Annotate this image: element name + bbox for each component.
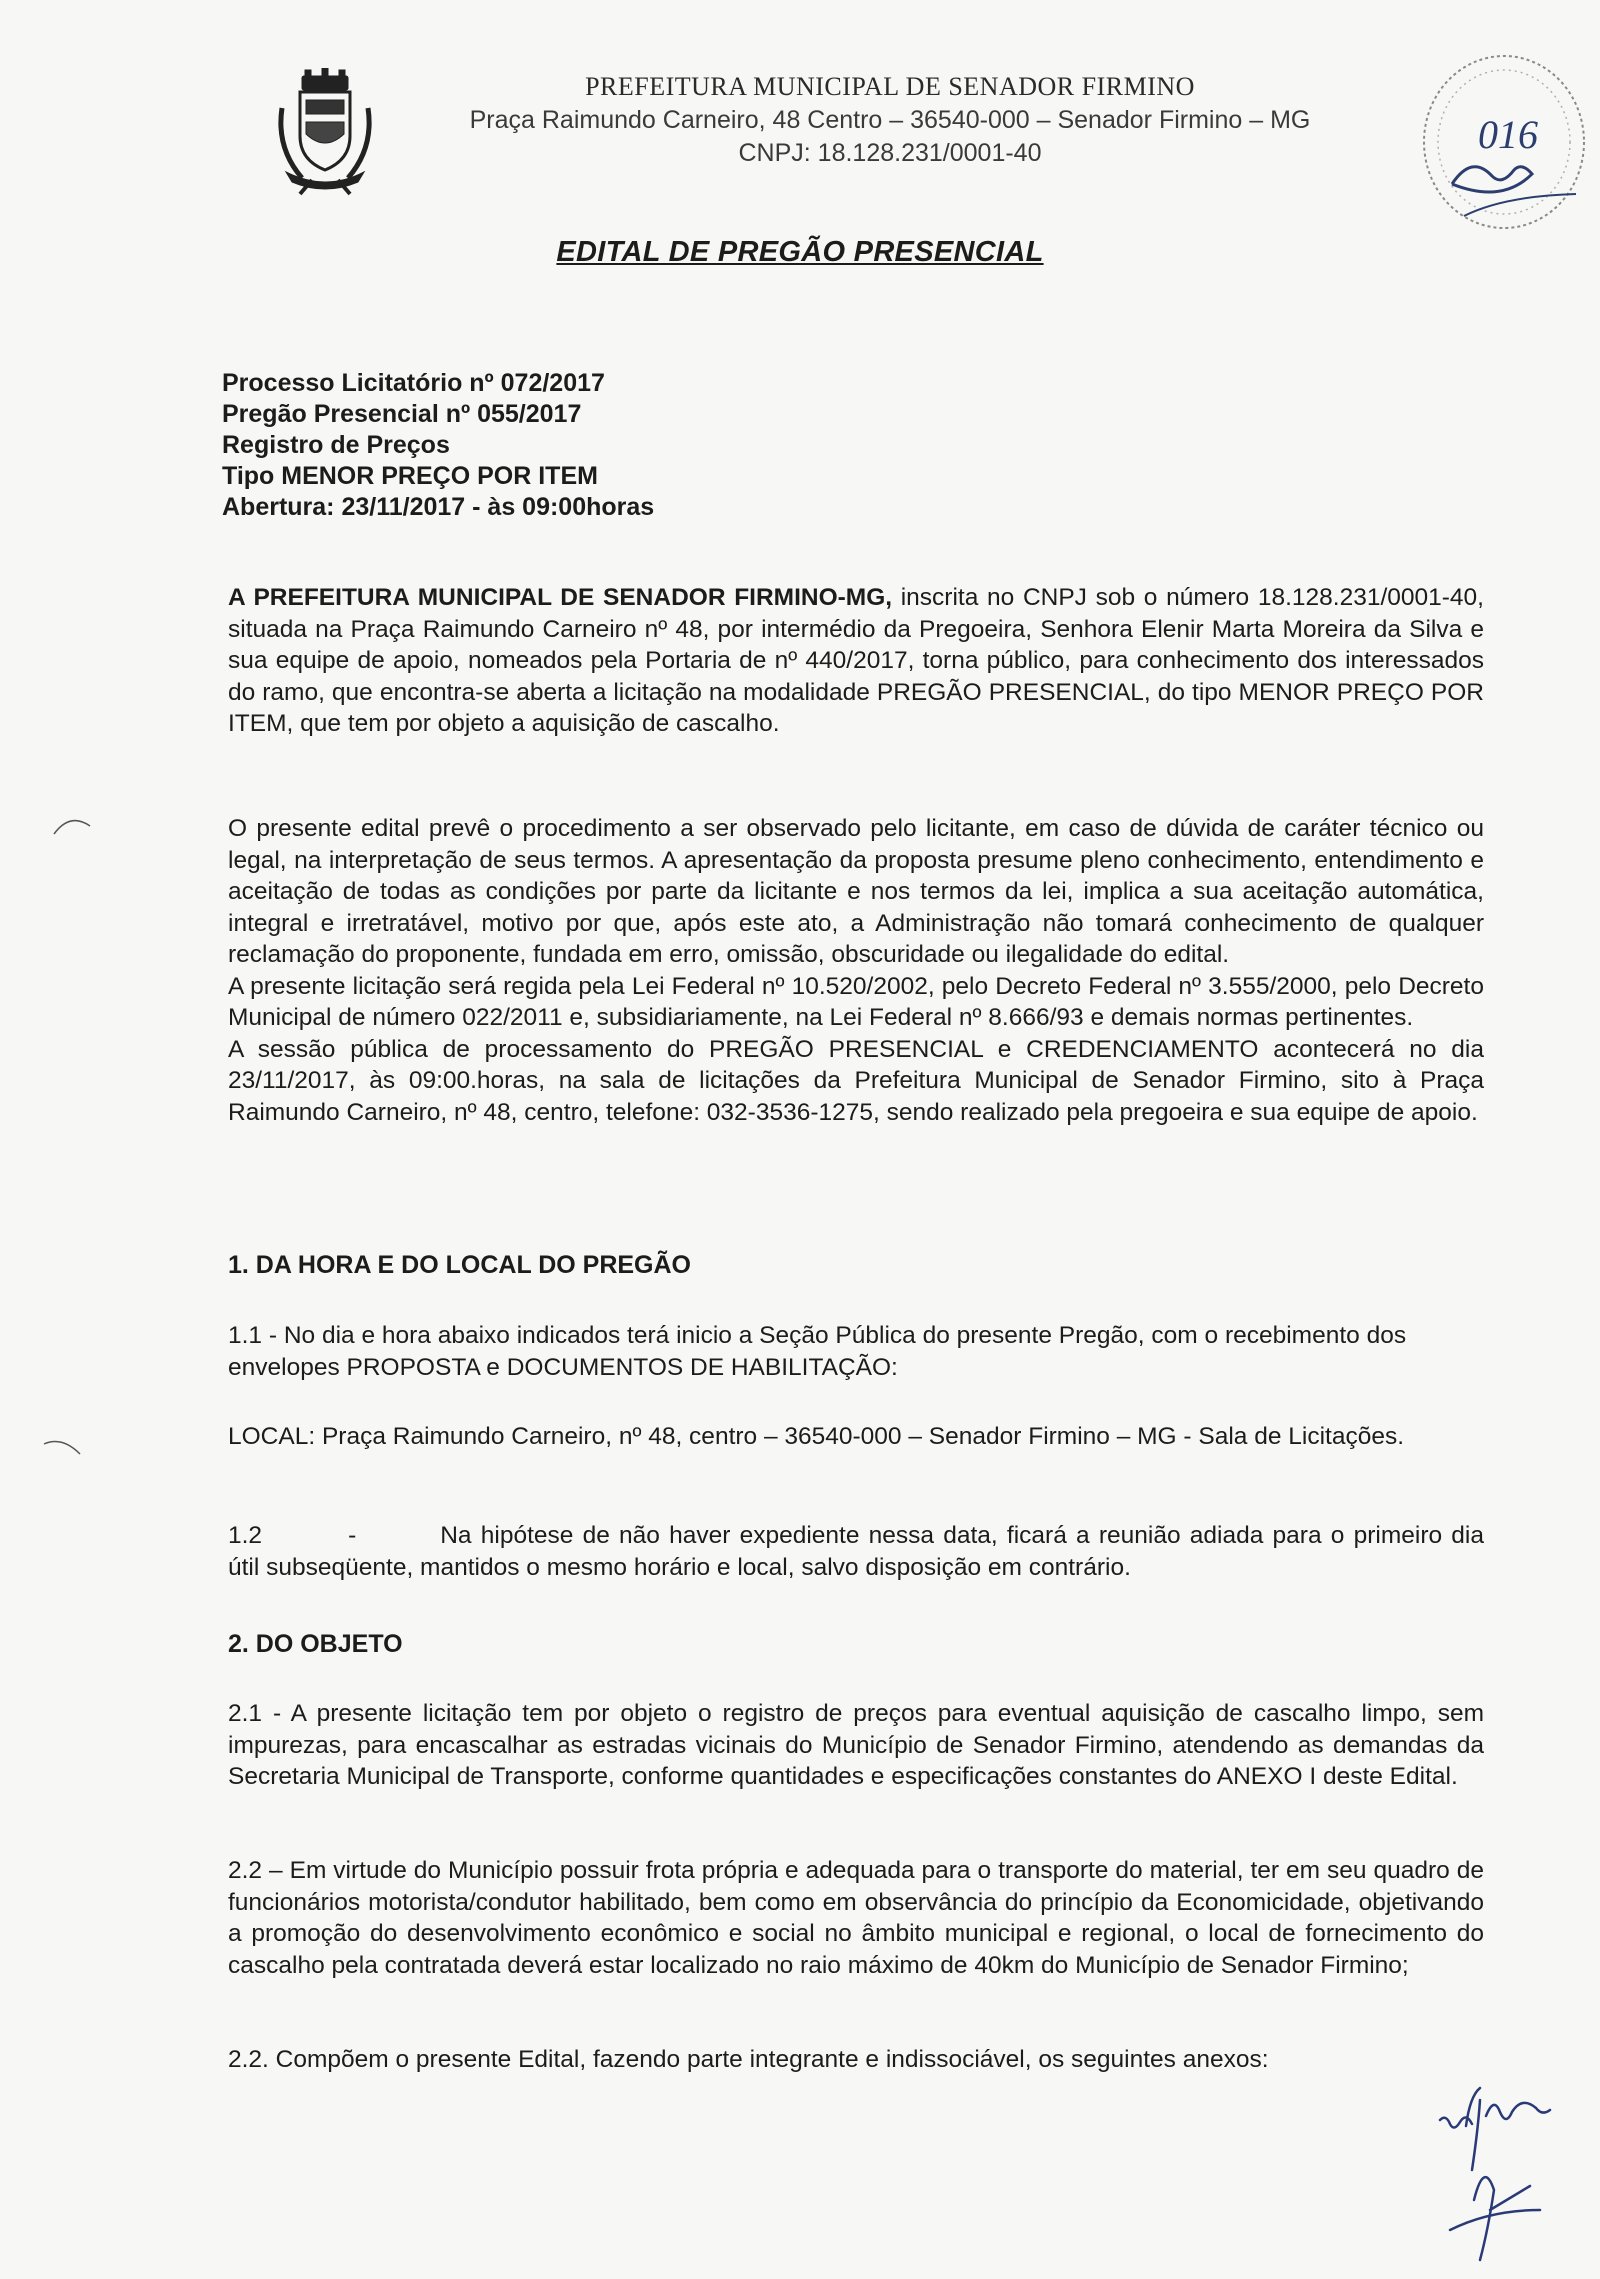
scan-margin-mark	[42, 1430, 82, 1460]
clause-1-2-text: Na hipótese de não haver expediente nessa data, ficará a reunião adiada para o primeiro dia útil subseqüente, mantidos o mesmo horário e local, salvo disposição em contrário.	[228, 1522, 1484, 1581]
clause-1-1: 1.1 - No dia e hora abaixo indicados terá inicio a Seção Pública do presente Pregão, com o recebimento dos envelopes PROPOSTA e DOCUMENTOS DE HABILITAÇÃO:	[228, 1322, 1407, 1381]
opening-date: Abertura: 23/11/2017 - às 09:00horas	[222, 493, 655, 521]
clause-1-2-number: 1.2	[228, 1522, 263, 1549]
intro-lead: A PREFEITURA MUNICIPAL DE SENADOR FIRMINO-MG,	[228, 584, 893, 611]
page-number-stamp	[1412, 30, 1592, 230]
paragraph-legislation: A presente licitação será regida pela Lei Federal nº 10.520/2002, pelo Decreto Federal nº 3.555/2000, pelo Decreto Municipal de número 022/2011 e, subsidiariamente, na Lei Federal nº 8.666/93 e demais normas pertinentes.	[228, 972, 1484, 1031]
section-2-heading: 2. DO OBJETO	[228, 1630, 403, 1658]
paragraph-edital-procedure: O presente edital prevê o procedimento a ser observado pelo licitante, em caso de dúvida de caráter técnico ou legal, na interpretação de seus termos. A apresentação da proposta presume pleno conhecimento, entendimento e aceitação de todas as condições por parte da licitante e nos termos da lei, implica a sua aceitação automática, integral e irretratável, motivo por que, após este ato, a Administração não tomará conhecimento de qualquer reclamação do proponente, fundada em erro, omissão, obscuridade ou ilegalidade do edital.	[228, 815, 1484, 968]
clause-1-2	[228, 1520, 1484, 1583]
general-paragraphs	[228, 813, 1484, 1128]
clause-2-2	[228, 1855, 1484, 1981]
scan-margin-mark	[52, 808, 92, 838]
intro-paragraph	[228, 582, 1484, 740]
clause-1-2-dash: -	[348, 1522, 357, 1549]
clause-2-2-annexes	[228, 2044, 1484, 2076]
stamp-number: 016	[1478, 112, 1538, 157]
registry-type: Registro de Preços	[222, 431, 450, 459]
clause-2-2-annexes-text: 2.2. Compõem o presente Edital, fazendo parte integrante e indissociável, os seguintes anexos:	[228, 2046, 1269, 2073]
letterhead-title: PREFEITURA MUNICIPAL DE SENADOR FIRMINO	[585, 72, 1195, 101]
intro-text: inscrita no CNPJ sob o número 18.128.231/0001-40, situada na Praça Raimundo Carneiro nº 48, por intermédio da Pregoeira, Senhora Elenir Marta Moreira da Silva e sua equipe de apoio, nomeados pela Portaria de nº 440/2017, torna público, para conhecimento dos interessados do ramo, que encontra-se aberta a licitação na modalidade PREGÃO PRESENCIAL, do tipo MENOR PREÇO POR ITEM, que tem por objeto a aquisição de cascalho.	[228, 584, 1484, 737]
pregao-number: Pregão Presencial nº 055/2017	[222, 400, 582, 428]
section-1-heading: 1. DA HORA E DO LOCAL DO PREGÃO	[228, 1251, 692, 1279]
clause-2-2-text: 2.2 – Em virtude do Município possuir frota própria e adequada para o transporte do material, ter em seu quadro de funcionários motorista/condutor habilitado, bem como em observância do princípio da Economicidade, objetivando a promoção do desenvolvimento econômico e social no âmbito municipal e regional, o local de fornecimento do cascalho pela contratada deverá estar localizado no raio máximo de 40km do Município de Senador Firmino;	[228, 1857, 1484, 1979]
process-info-block	[222, 368, 654, 523]
clause-2-1	[228, 1698, 1484, 1793]
clause-2-1-text: 2.1 - A presente licitação tem por objeto o registro de preços para eventual aquisição de cascalho limpo, sem impurezas, para encascalhar as estradas vicinais do Município de Senador Firmino, atendendo as demandas da Secretaria Municipal de Transporte, conforme quantidades e especificações constantes do ANEXO I deste Edital.	[228, 1700, 1484, 1790]
paragraph-public-session: A sessão pública de processamento do PREGÃO PRESENCIAL e CREDENCIAMENTO acontecerá no dia 23/11/2017, às 09:00.horas, na sala de licitações da Prefeitura Municipal de Senador Firmino, sito à Praça Raimundo Carneiro, nº 48, centro, telefone: 032-3536-1275, sendo realizado pela pregoeira e sua equipe de apoio.	[228, 1035, 1484, 1126]
letterhead-address: Praça Raimundo Carneiro, 48 Centro – 36540-000 – Senador Firmino – MG	[469, 106, 1311, 134]
letterhead-cnpj: CNPJ: 18.128.231/0001-40	[738, 139, 1042, 167]
bid-type: Tipo MENOR PREÇO POR ITEM	[222, 462, 598, 490]
document-title: EDITAL DE PREGÃO PRESENCIAL	[556, 236, 1044, 268]
handwritten-signature	[1430, 2080, 1580, 2270]
clause-local: LOCAL: Praça Raimundo Carneiro, nº 48, centro – 36540-000 – Senador Firmino – MG - Sala de Licitações.	[228, 1423, 1405, 1450]
process-number: Processo Licitatório nº 072/2017	[222, 369, 605, 397]
letterhead	[360, 70, 1420, 170]
